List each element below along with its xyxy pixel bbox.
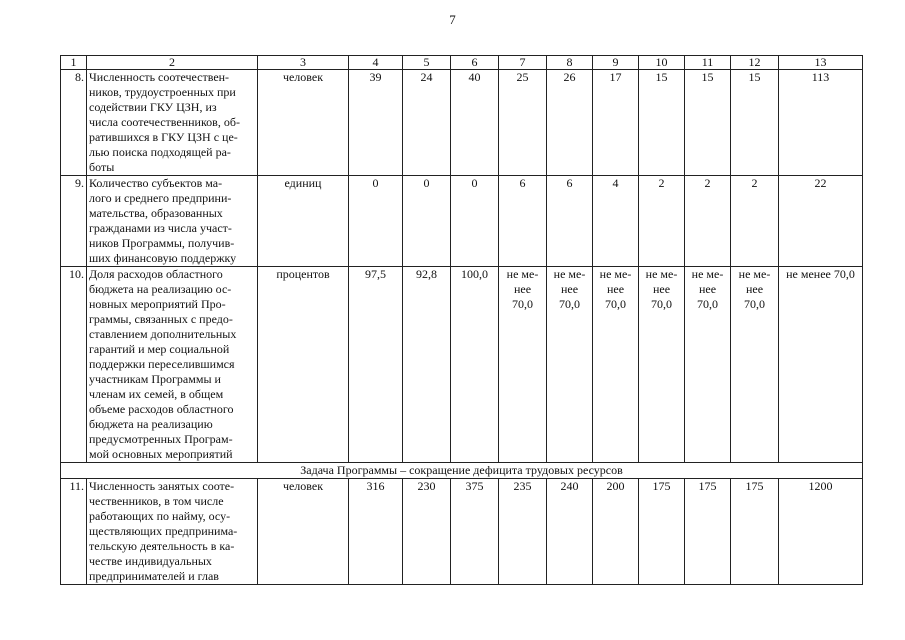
total-cell: 1200 — [779, 479, 863, 585]
value-cell: 40 — [451, 70, 499, 176]
value-cell: 230 — [403, 479, 451, 585]
value-cell: 6 — [499, 176, 547, 267]
total-cell: не менее 70,0 — [779, 267, 863, 463]
column-number: 8 — [547, 56, 593, 70]
indicator-name: Количество субъектов ма- лого и среднего предприни- мательства, образованных гражданами из числа участ- ников Программы, получив- ших финансовую поддержку — [87, 176, 258, 267]
value-cell: 17 — [593, 70, 639, 176]
value-cell: 15 — [731, 70, 779, 176]
value-cell: не ме- нее 70,0 — [685, 267, 731, 463]
column-number: 11 — [685, 56, 731, 70]
total-cell: 113 — [779, 70, 863, 176]
value-cell: 0 — [403, 176, 451, 267]
value-cell: 240 — [547, 479, 593, 585]
row-number: 10. — [61, 267, 87, 463]
value-cell: 15 — [685, 70, 731, 176]
value-cell: не ме- нее 70,0 — [547, 267, 593, 463]
row-number: 9. — [61, 176, 87, 267]
column-number: 9 — [593, 56, 639, 70]
column-number: 7 — [499, 56, 547, 70]
indicator-name: Доля расходов областного бюджета на реализацию ос- новных мероприятий Про- граммы, связанных с предо- ставлением дополнительных гарантий и мер социальной поддержки переселившимся участникам Программы и членам их семей, в общем объеме расходов областного бюджета на реализацию предусмотренных Програм- мой основных мероприятий — [87, 267, 258, 463]
section-row — [61, 463, 863, 479]
value-cell: 6 — [547, 176, 593, 267]
column-number: 1 — [61, 56, 87, 70]
table-row — [61, 70, 863, 176]
column-number: 3 — [258, 56, 349, 70]
value-cell: 2 — [685, 176, 731, 267]
value-cell: 92,8 — [403, 267, 451, 463]
column-number: 12 — [731, 56, 779, 70]
value-cell: 2 — [731, 176, 779, 267]
value-cell: не ме- нее 70,0 — [499, 267, 547, 463]
indicator-name: Численность соотечествен- ников, трудоустроенных при содействии ГКУ ЦЗН, из числа соотечественников, об- ратившихся в ГКУ ЦЗН с це- лью поиска подходящей ра- боты — [87, 70, 258, 176]
unit-cell: человек — [258, 479, 349, 585]
value-cell: 97,5 — [349, 267, 403, 463]
value-cell: 316 — [349, 479, 403, 585]
value-cell: 375 — [451, 479, 499, 585]
table-row — [61, 479, 863, 585]
total-cell: 22 — [779, 176, 863, 267]
indicator-name: Численность занятых сооте- чественников, в том числе работающих по найму, осу- ществляющих предпринима- тельскую деятельность в ка- честве индивидуальных предпринимателей и глав — [87, 479, 258, 585]
value-cell: 175 — [731, 479, 779, 585]
value-cell: 200 — [593, 479, 639, 585]
value-cell: не ме- нее 70,0 — [593, 267, 639, 463]
column-number: 5 — [403, 56, 451, 70]
column-number: 13 — [779, 56, 863, 70]
value-cell: 0 — [451, 176, 499, 267]
value-cell: 235 — [499, 479, 547, 585]
value-cell: 175 — [685, 479, 731, 585]
value-cell: не ме- нее 70,0 — [731, 267, 779, 463]
column-number-row — [61, 56, 863, 70]
column-number: 6 — [451, 56, 499, 70]
value-cell: 15 — [639, 70, 685, 176]
row-number: 11. — [61, 479, 87, 585]
column-number: 10 — [639, 56, 685, 70]
unit-cell: человек — [258, 70, 349, 176]
row-number: 8. — [61, 70, 87, 176]
unit-cell: единиц — [258, 176, 349, 267]
unit-cell: процентов — [258, 267, 349, 463]
value-cell: 39 — [349, 70, 403, 176]
value-cell: 4 — [593, 176, 639, 267]
value-cell: 24 — [403, 70, 451, 176]
value-cell: не ме- нее 70,0 — [639, 267, 685, 463]
page-number: 7 — [449, 12, 456, 27]
value-cell: 175 — [639, 479, 685, 585]
value-cell: 0 — [349, 176, 403, 267]
value-cell: 26 — [547, 70, 593, 176]
table-row — [61, 267, 863, 463]
column-number: 2 — [87, 56, 258, 70]
indicators-table — [60, 55, 863, 585]
value-cell: 25 — [499, 70, 547, 176]
value-cell: 100,0 — [451, 267, 499, 463]
value-cell: 2 — [639, 176, 685, 267]
column-number: 4 — [349, 56, 403, 70]
section-title: Задача Программы – сокращение дефицита трудовых ресурсов — [61, 463, 863, 479]
table-row — [61, 176, 863, 267]
